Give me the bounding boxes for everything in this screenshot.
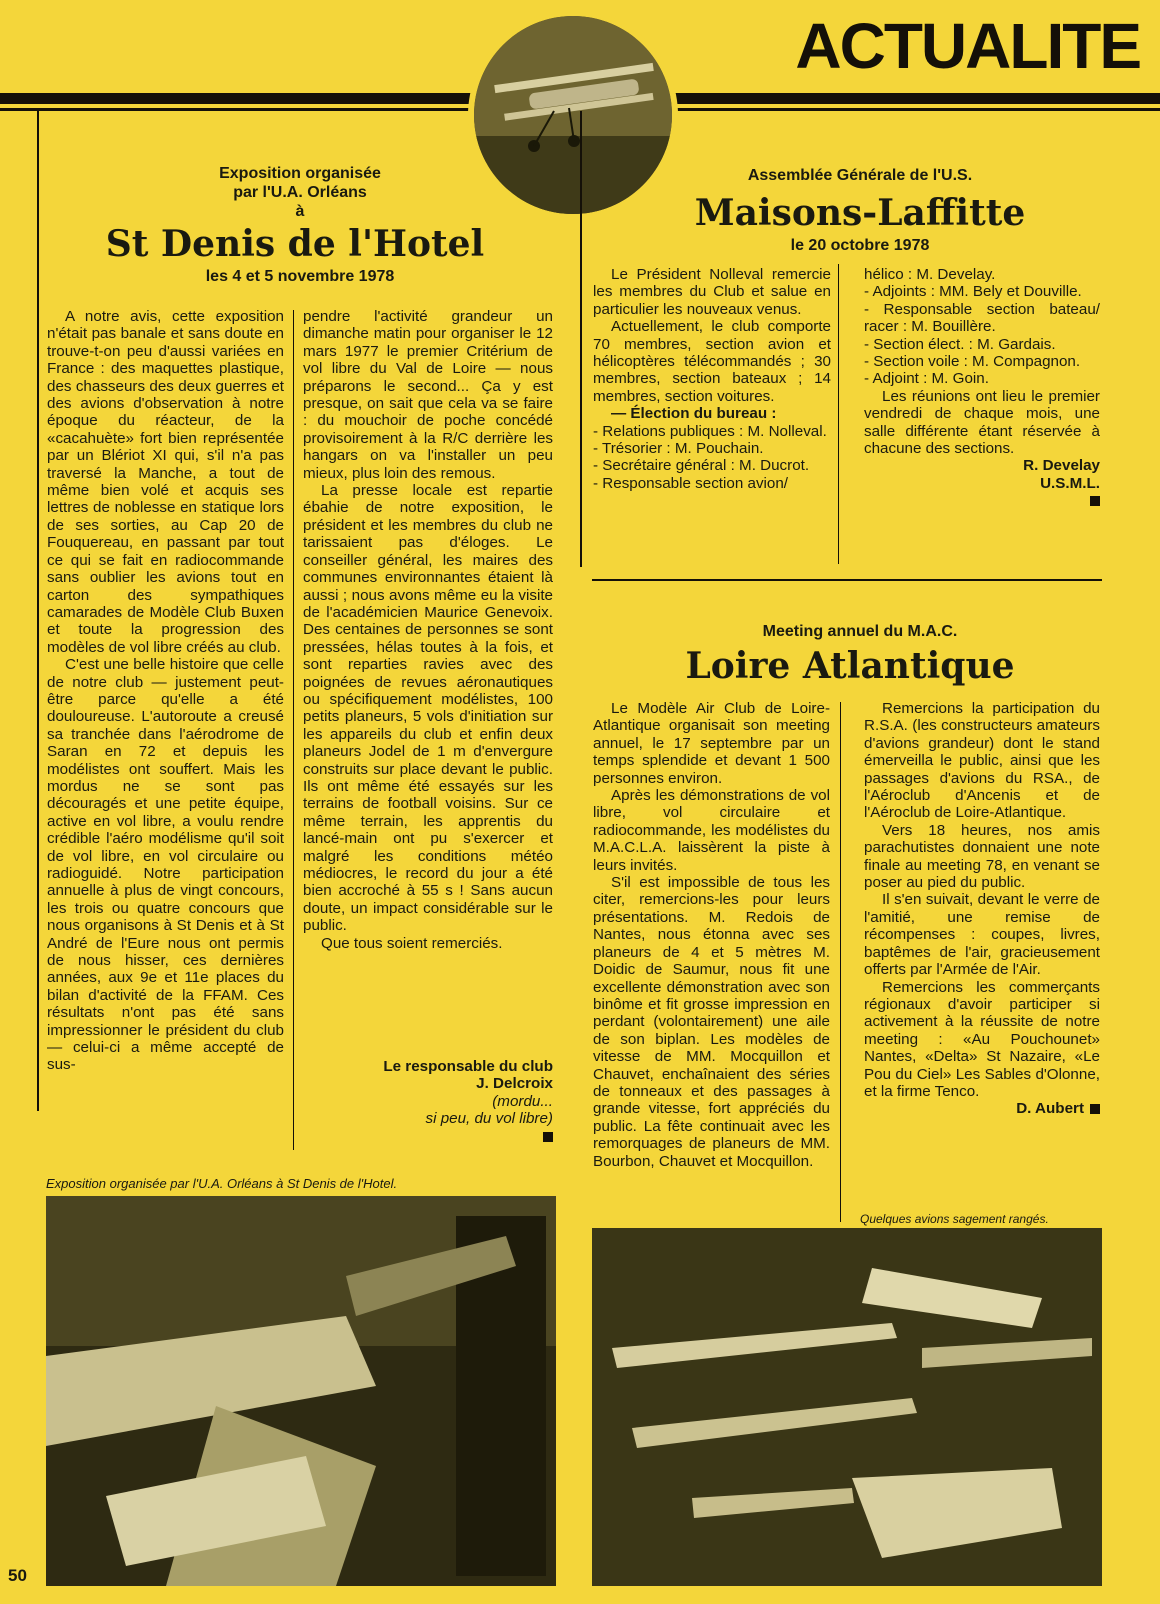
st-denis-dateline: les 4 et 5 novembre 1978 <box>205 268 395 285</box>
biplane-illustration <box>474 16 672 214</box>
biplane-photo <box>474 16 672 214</box>
left-column-rule <box>37 111 39 1111</box>
st-denis-photo-caption: Exposition organisée par l'U.A. Orléans à St Denis de l'Hotel. <box>46 1176 398 1191</box>
maisons-signature-club: U.S.M.L. <box>1040 474 1100 492</box>
maisons-paragraph: Le Président Nolleval remercie les membres du Club et salue en particulier les nouveaux venus. <box>593 266 831 318</box>
st-denis-kicker-line3: à <box>295 203 305 220</box>
maisons-list-item: - Trésorier : M. Pouchain. <box>593 440 764 458</box>
maisons-kicker: Assemblée Générale de l'U.S. <box>747 167 973 184</box>
st-denis-kicker <box>200 164 400 221</box>
maisons-list-item: - Responsable section avion/ <box>593 474 789 492</box>
st-denis-signature-name: J. Delcroix <box>476 1075 553 1093</box>
maisons-column-2 <box>864 266 1100 510</box>
st-denis-col2-paragraph: Que tous soient remerciés. <box>321 934 503 952</box>
st-denis-col1-paragraph: C'est une belle histoire que celle de notre club — justement peut-être parce qu'elle a été douloureuse. L'autoroute a creusé sa tranchée dans l'aérodrome de Saran en 72 et depuis les modélistes ont souffert. Mais les mordus ne se sont pas découragés et une petite équipe, active en vol libre, a voulu rendre crédible l'aéro modélisme qu'il soit de vol libre, en vol circulaire ou radioguidé. Notre participation annuelle à plus de vingt concours, les trois ou quatre concours que nous organisons à St Denis et à St André de l'Eure nous ont permis de nous hisser, ces dernières années, aux 9e et 11e places du bilan d'activité de la FFAM. Ces résultats n'ont pas été sans impressionner le président du club — celui-ci a même accepté de sus- <box>47 656 284 1074</box>
maisons-list-item: - Section élect. : M. Gardais. <box>864 335 1056 353</box>
loire-column-divider <box>840 702 841 1222</box>
end-mark-icon <box>543 1132 553 1142</box>
loire-paragraph: Il s'en suivait, devant le verre de l'amitié, une remise de récompenses : coupes, livres, baptêmes de l'air, gracieusement offerts par l'Armée de l'Air. <box>864 891 1100 979</box>
parked-planes-photo <box>592 1228 1102 1586</box>
section-title: ACTUALITE <box>795 10 1140 82</box>
end-mark-icon <box>1090 496 1100 506</box>
st-denis-col2-paragraph: pendre l'activité grandeur un dimanche matin pour organiser le 12 mars 1977 le premier Critérium de vol libre du Val de Loire — nous préparons le second... Ça y est presque, on sait que cela va se faire : du mouchoir de poche concédé provisoirement à la R/C derrière les hangars on va l'installer un peu mieux, plus loin des remous. <box>303 308 553 482</box>
maisons-signature-name: R. Develay <box>1023 457 1100 475</box>
maisons-list-item: - Secrétaire général : M. Ducrot. <box>593 457 810 475</box>
maisons-list-item: - Adjoint : M. Goin. <box>864 370 989 388</box>
maisons-dateline: le 20 octobre 1978 <box>790 237 930 254</box>
st-denis-signature <box>303 1058 553 1145</box>
loire-paragraph: Vers 18 heures, nos amis parachutistes donnaient une note finale au meeting 78, en venant se poser au pied du public. <box>864 821 1100 892</box>
maisons-election-heading: — Élection du bureau : <box>611 405 777 423</box>
st-denis-signature-note1: (mordu... <box>492 1092 553 1110</box>
st-denis-column-2 <box>303 308 553 1058</box>
loire-headline: Loire Atlantique <box>685 645 1015 687</box>
page-number: 50 <box>8 1566 27 1585</box>
maisons-paragraph: Actuellement, le club comporte 70 membres, section avion et hélicoptères télécommandés ; 30 membres, section bateaux ; 14 membres, section voitures. <box>593 318 831 405</box>
loire-signature <box>864 1100 1100 1117</box>
maisons-list-item: - Adjoints : MM. Bely et Douville. <box>864 283 1082 301</box>
st-denis-signature-role: Le responsable du club <box>383 1058 553 1075</box>
loire-paragraph: Après les démonstrations de vol libre, vol circulaire et radiocommande, les modélistes du M.A.C.L.A. laissèrent la piste à leurs invités. <box>593 787 830 874</box>
loire-paragraph: Remercions la participation du R.S.A. (les constructeurs amateurs d'avions grandeur) dont le stand émerveilla le public, ainsi que les passages d'avions du RSA., de l'Aéroclub d'Ancenis et de l'Aéroclub de Loire-Atlantique. <box>864 700 1100 822</box>
loire-kicker: Meeting annuel du M.A.C. <box>762 623 958 640</box>
loire-signature-name: D. Aubert <box>1016 1100 1084 1118</box>
maisons-column-divider <box>838 264 839 564</box>
loire-photo-caption: Quelques avions sagement rangés. <box>860 1212 1049 1226</box>
st-denis-kicker-line1: Exposition organisée <box>219 165 381 182</box>
maisons-bottom-rule <box>592 579 1102 581</box>
st-denis-col1-paragraph: A notre avis, cette exposition n'était pas banale et sans doute en trouve-t-on peu d'aussi variées en France : des maquettes plastique, des chasseurs des deux guerres et des avions d'observation à notre époque du réacteur, de la «cacahuète» fort bien représentée par un Blériot XI qui, s'il n'a pas traversé la Manche, a tout de même bien volé et acquis ses lettres de noblesse en statique lors de ses sorties, au Cap 20 de Fouquereau, en passant par tout ce qui se fait en radiocommande sans oublier les avions tout en carton des sympathiques camarades de Modèle Club Buxen et toute la progression des modèles de vol libre créés au club. <box>47 308 284 656</box>
st-denis-signature-note2: si peu, du vol libre) <box>425 1110 553 1128</box>
end-mark-icon <box>1090 1104 1100 1114</box>
loire-paragraph: S'il est impossible de tous les citer, remercions-les pour leurs présentations. M. Redois de Nantes, nous étonna avec ses planeurs de 4 et 5 mètres M. Doidic de Saumur, nous fit une excellente démonstration avec son binôme et fit grosse impression en perdant (volontairement) une aile de son biplan. Les modèles de vitesse de MM. Mocquillon et Chauvet, enchaînaient des séries de tonneaux et des passages à grande vitesse, fort appréciés du public. La fête continuait avec les remorquages de planeurs de MM. Bourbon, Chauvet et Mocquillon. <box>593 874 830 1170</box>
maisons-paragraph: Les réunions ont lieu le premier vendredi de chaque mois, une salle différente étant réservée à chacune des sections. <box>864 387 1100 458</box>
st-denis-col2-paragraph: La presse locale est repartie ébahie de notre exposition, le président et les membres du club ne tarissaient pas d'éloges. Le conseiller général, les maires des communes environnantes étaient là aussi ; nous avons même eu la visite de l'académicien Maurice Genevoix. Des centaines de personnes se sont pressées, hélas toutes à la fois, et sont reparties ravies avec des poignées de revues aéronautiques ou spécifiquement modélistes, 100 petits planeurs, 5 vols d'initiation sur les appareils du club et enfin deux planeurs Jodel de 1 m d'envergure construits sur place devant le public. Ils ont même été essayés sur les terrains de football voisins. Sur ce même terrain, les apprentis du lancé-main ont pu s'exercer et malgré les conditions météo médiocres, le record du jour a été bien accroché à 55 s ! Sans aucun doute, un impact considérable sur le public. <box>303 482 553 935</box>
maisons-list-item: - Responsable section bateau/ racer : M. Bouillère. <box>864 300 1100 336</box>
center-column-rule <box>580 111 582 567</box>
maisons-list-item: hélico : M. Develay. <box>864 266 996 283</box>
st-denis-column-divider <box>293 310 294 1150</box>
maisons-column-1 <box>593 266 831 492</box>
maisons-list-item: - Section voile : M. Compagnon. <box>864 353 1081 371</box>
parked-planes-illustration <box>592 1228 1102 1586</box>
loire-column-2 <box>864 700 1100 1118</box>
loire-column-1 <box>593 700 830 1220</box>
maisons-headline: Maisons-Laffitte <box>694 192 1026 234</box>
exhibition-photo-illustration <box>46 1196 556 1586</box>
st-denis-headline: St Denis de l'Hotel <box>105 223 485 265</box>
loire-paragraph: Le Modèle Air Club de Loire-Atlantique organisait son meeting annuel, le 17 septembre par un temps splendide et devant 1 500 personnes environ. <box>593 700 830 787</box>
st-denis-column-1 <box>47 308 284 1168</box>
maisons-list-item: - Relations publiques : M. Nolleval. <box>593 422 827 440</box>
loire-paragraph: Remercions les commerçants régionaux d'avoir participer si activement à la réussite de notre meeting : «Au Pouchounet» Nantes, «Delta» St Nazaire, «Le Pou du Ciel» Les Sables d'Olonne, et la firme Tenco. <box>864 978 1100 1100</box>
exhibition-photo <box>46 1196 556 1586</box>
st-denis-kicker-line2: par l'U.A. Orléans <box>233 184 367 201</box>
